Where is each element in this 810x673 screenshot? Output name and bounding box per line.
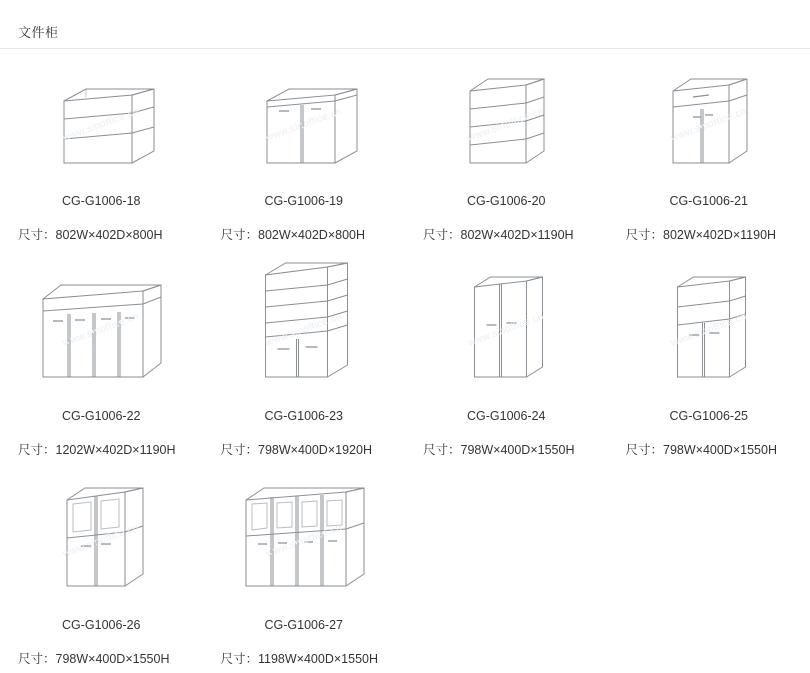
product-size: 尺寸：802W×402D×800H [18, 228, 163, 242]
watermark: www.sinoffice.cn [466, 106, 546, 144]
watermark: www.sinoffice.cn [264, 522, 344, 561]
watermark: www.sinoffice.cn [669, 106, 749, 144]
product-size: 尺寸：798W×400D×1550H [18, 652, 170, 666]
title-divider [0, 48, 810, 49]
product-cell[interactable] [0, 52, 203, 243]
product-code: CG-G1006-23 [264, 409, 343, 423]
product-code: CG-G1006-25 [669, 409, 748, 423]
product-figure [203, 251, 406, 387]
product-cell[interactable] [0, 243, 203, 458]
watermark: www.sinoffice.cn [264, 311, 344, 349]
product-cell[interactable] [203, 243, 406, 458]
product-code: CG-G1006-19 [264, 194, 343, 208]
product-cell[interactable] [608, 243, 810, 458]
product-size: 尺寸：802W×402D×800H [220, 228, 366, 242]
watermark: www.sinoffice.cn [61, 522, 141, 561]
product-code: CG-G1006-26 [61, 618, 141, 632]
product-code: CG-G1006-20 [466, 194, 546, 208]
product-figure [405, 251, 608, 387]
watermark: www.sinoffice.cn [264, 106, 344, 144]
product-figure [0, 251, 203, 387]
product-size: 尺寸：1198W×400D×1550H [220, 652, 378, 666]
product-figure [0, 466, 203, 596]
product-cell[interactable] [405, 243, 608, 458]
product-grid [0, 52, 810, 667]
product-size: 尺寸：802W×402D×1190H [423, 228, 574, 242]
product-size: 尺寸：798W×400D×1550H [625, 443, 777, 457]
product-size: 尺寸：1202W×402D×1190H [18, 443, 176, 457]
page-title: 文件柜 [18, 25, 59, 40]
product-cell[interactable] [203, 52, 406, 243]
product-figure [203, 60, 406, 172]
watermark: www.sinoffice.cn [61, 106, 141, 144]
product-code: CG-G1006-22 [61, 409, 141, 423]
product-figure [608, 251, 810, 387]
product-size: 尺寸：798W×400D×1920H [220, 443, 372, 457]
product-code: CG-G1006-21 [669, 194, 748, 208]
watermark: www.sinoffice.cn [466, 311, 546, 349]
product-cell[interactable] [203, 458, 406, 667]
product-cell[interactable] [405, 52, 608, 243]
product-size: 尺寸：798W×400D×1550H [423, 443, 575, 457]
watermark: www.sinoffice.cn [61, 311, 141, 349]
product-code: CG-G1006-24 [466, 409, 546, 423]
product-figure [608, 60, 810, 172]
product-cell[interactable] [0, 458, 203, 667]
product-cell[interactable] [608, 52, 810, 243]
product-code: CG-G1006-18 [61, 194, 141, 208]
watermark: www.sinoffice.cn [669, 311, 749, 349]
product-size: 尺寸：802W×402D×1190H [625, 228, 777, 242]
product-figure [203, 466, 406, 596]
product-figure [0, 60, 203, 172]
product-figure [405, 60, 608, 172]
product-code: CG-G1006-27 [264, 618, 343, 632]
